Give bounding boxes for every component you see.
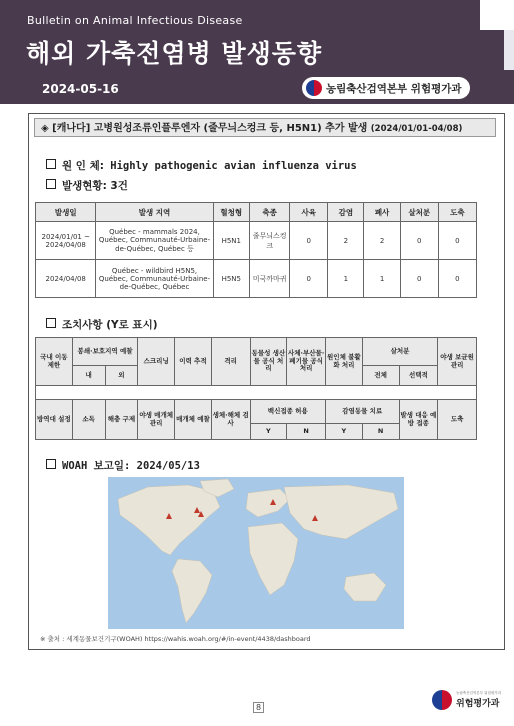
measures-label: 조치사항 (Y로 표시) bbox=[62, 319, 158, 331]
table-row bbox=[36, 260, 477, 298]
map-north-america bbox=[118, 485, 220, 555]
m-cause-inactivation: 원인체 불활화 처리 bbox=[326, 338, 363, 386]
m-wildlife-mgmt: 야생 보균원 관리 bbox=[438, 338, 477, 386]
col-infected: 감염 bbox=[328, 203, 364, 222]
map-asia bbox=[284, 485, 398, 539]
cell-infected: 1 bbox=[328, 260, 364, 298]
cell-serotype: H5N1 bbox=[213, 222, 250, 260]
cell-infected: 2 bbox=[328, 222, 364, 260]
m-live-animal-test: 생체·해체 검사 bbox=[211, 400, 250, 440]
woah-item bbox=[46, 458, 200, 473]
footer-agency-small: 농림축산검역본부 위험평가과 bbox=[456, 691, 502, 695]
m-slaughter: 도축 bbox=[438, 400, 477, 440]
subject-diamond-icon: ◈ bbox=[41, 123, 53, 134]
m-official-disposal: 동물성 생산물 공식 처리 bbox=[250, 338, 287, 386]
status-label: 발생현황: 3건 bbox=[62, 180, 128, 192]
col-raised: 사육 bbox=[290, 203, 328, 222]
cell-dead: 2 bbox=[364, 222, 400, 260]
cell-slaughtered: 0 bbox=[438, 260, 476, 298]
page-title: 해외 가축전염병 발생동향 bbox=[26, 39, 323, 68]
measures-table bbox=[35, 337, 477, 440]
footer-logo bbox=[432, 690, 501, 710]
m-pest-control: 해충 구제 bbox=[105, 400, 138, 440]
cell-slaughtered: 0 bbox=[438, 222, 476, 260]
m-vacc-y: Y bbox=[250, 424, 287, 440]
world-map-svg bbox=[108, 477, 404, 629]
m-disinfection: 소독 bbox=[72, 400, 105, 440]
page-corner-shadow bbox=[504, 30, 514, 70]
m-treatment: 감염동물 치료 bbox=[326, 400, 400, 424]
cell-raised: 0 bbox=[290, 222, 328, 260]
m-selective: 선택적 bbox=[399, 366, 438, 386]
checkbox-icon bbox=[46, 159, 56, 169]
m-treat-y: Y bbox=[326, 424, 363, 440]
m-prevent-spread: 발생 대응 예방 접종 bbox=[399, 400, 438, 440]
bulletin-title: Bulletin on Animal Infectious Disease bbox=[27, 14, 243, 27]
col-slaughtered: 도축 bbox=[438, 203, 476, 222]
measures-item bbox=[46, 317, 158, 332]
subject-title: [캐나다] 고병원성조류인플루엔자 (줄무늬스컹크 등, H5N1) 추가 발생 bbox=[52, 123, 368, 134]
cell-date: 2024/04/08 bbox=[36, 260, 96, 298]
footer-emblem-icon bbox=[432, 690, 452, 710]
source-note: ※ 출처 : 세계동물보건기구(WOAH) https://wahis.woah.org/#/in-event/4438/dashboard bbox=[40, 635, 311, 643]
map-africa bbox=[248, 523, 298, 595]
cause-item bbox=[46, 158, 357, 173]
subject-period: (2024/01/01-04/08) bbox=[370, 124, 463, 134]
checkbox-icon bbox=[46, 318, 56, 328]
cell-region: Québec - wildbird H5N5, Québec, Communauté-Urbaine-de-Québec, Québec bbox=[96, 260, 213, 298]
subject-bar bbox=[34, 118, 496, 137]
agency-name: 농림축산검역본부 위험평가과 bbox=[326, 82, 462, 95]
map-europe bbox=[246, 489, 290, 517]
m-quarantine: 격리 bbox=[211, 338, 250, 386]
col-region: 발생 지역 bbox=[96, 203, 213, 222]
col-serotype: 혈청형 bbox=[213, 203, 250, 222]
m-total: 전체 bbox=[362, 366, 399, 386]
table-row bbox=[36, 222, 477, 260]
cell-species: 줄무늬스컹크 bbox=[250, 222, 290, 260]
cell-culled: 0 bbox=[400, 222, 438, 260]
checkbox-icon bbox=[46, 179, 56, 189]
cell-serotype: H5N5 bbox=[213, 260, 250, 298]
m-culling: 살처분 bbox=[362, 338, 437, 366]
agency-emblem-icon bbox=[306, 80, 322, 96]
footer-agency-name: 위험평가과 bbox=[456, 699, 500, 709]
cell-region: Québec - mammals 2024, Québec, Communauté-Urbaine-de-Québec, Québec 등 bbox=[96, 222, 213, 260]
cause-value: Highly pathogenic avian influenza virus bbox=[110, 160, 357, 172]
col-culled: 살처분 bbox=[400, 203, 438, 222]
m-vaccination: 백신접종 허용 bbox=[250, 400, 325, 424]
table-header-row bbox=[36, 203, 477, 222]
world-map bbox=[108, 477, 404, 629]
m-treat-n: N bbox=[362, 424, 399, 440]
cell-dead: 1 bbox=[364, 260, 400, 298]
map-australia bbox=[344, 573, 386, 601]
outbreak-table bbox=[35, 202, 477, 298]
m-wild-animal-mgmt: 야생 매개체 관리 bbox=[138, 400, 175, 440]
m-screening: 스크리닝 bbox=[138, 338, 175, 386]
col-date: 발생일 bbox=[36, 203, 96, 222]
map-south-america bbox=[172, 559, 212, 623]
m-outside: 외 bbox=[105, 366, 138, 386]
m-vector-surveillance: 매개체 예찰 bbox=[175, 400, 212, 440]
checkbox-icon bbox=[46, 459, 56, 469]
woah-label: WOAH 보고일: 2024/05/13 bbox=[62, 460, 200, 472]
col-dead: 폐사 bbox=[364, 203, 400, 222]
m-inside: 내 bbox=[72, 366, 105, 386]
status-item bbox=[46, 178, 128, 193]
m-blank-row bbox=[36, 386, 477, 400]
cause-label: 원 인 체: bbox=[62, 160, 104, 172]
cell-raised: 0 bbox=[290, 260, 328, 298]
issue-date: 2024-05-16 bbox=[42, 82, 119, 96]
col-species: 축종 bbox=[250, 203, 290, 222]
m-containment: 봉쇄·보호지역 예찰 bbox=[72, 338, 138, 366]
cell-date: 2024/01/01 ~ 2024/04/08 bbox=[36, 222, 96, 260]
cell-species: 미국까마귀 bbox=[250, 260, 290, 298]
agency-logo bbox=[302, 77, 470, 99]
m-vector-control: 방역대 설정 bbox=[36, 400, 73, 440]
m-national-restriction: 국내 이동 제한 bbox=[36, 338, 73, 386]
m-carcass-disposal: 사체·부산물·폐기물 공식 처리 bbox=[287, 338, 326, 386]
m-vacc-n: N bbox=[287, 424, 326, 440]
cell-culled: 0 bbox=[400, 260, 438, 298]
page-corner bbox=[480, 0, 514, 30]
page-number: 8 bbox=[253, 702, 264, 713]
m-tracing: 이력 추적 bbox=[175, 338, 212, 386]
